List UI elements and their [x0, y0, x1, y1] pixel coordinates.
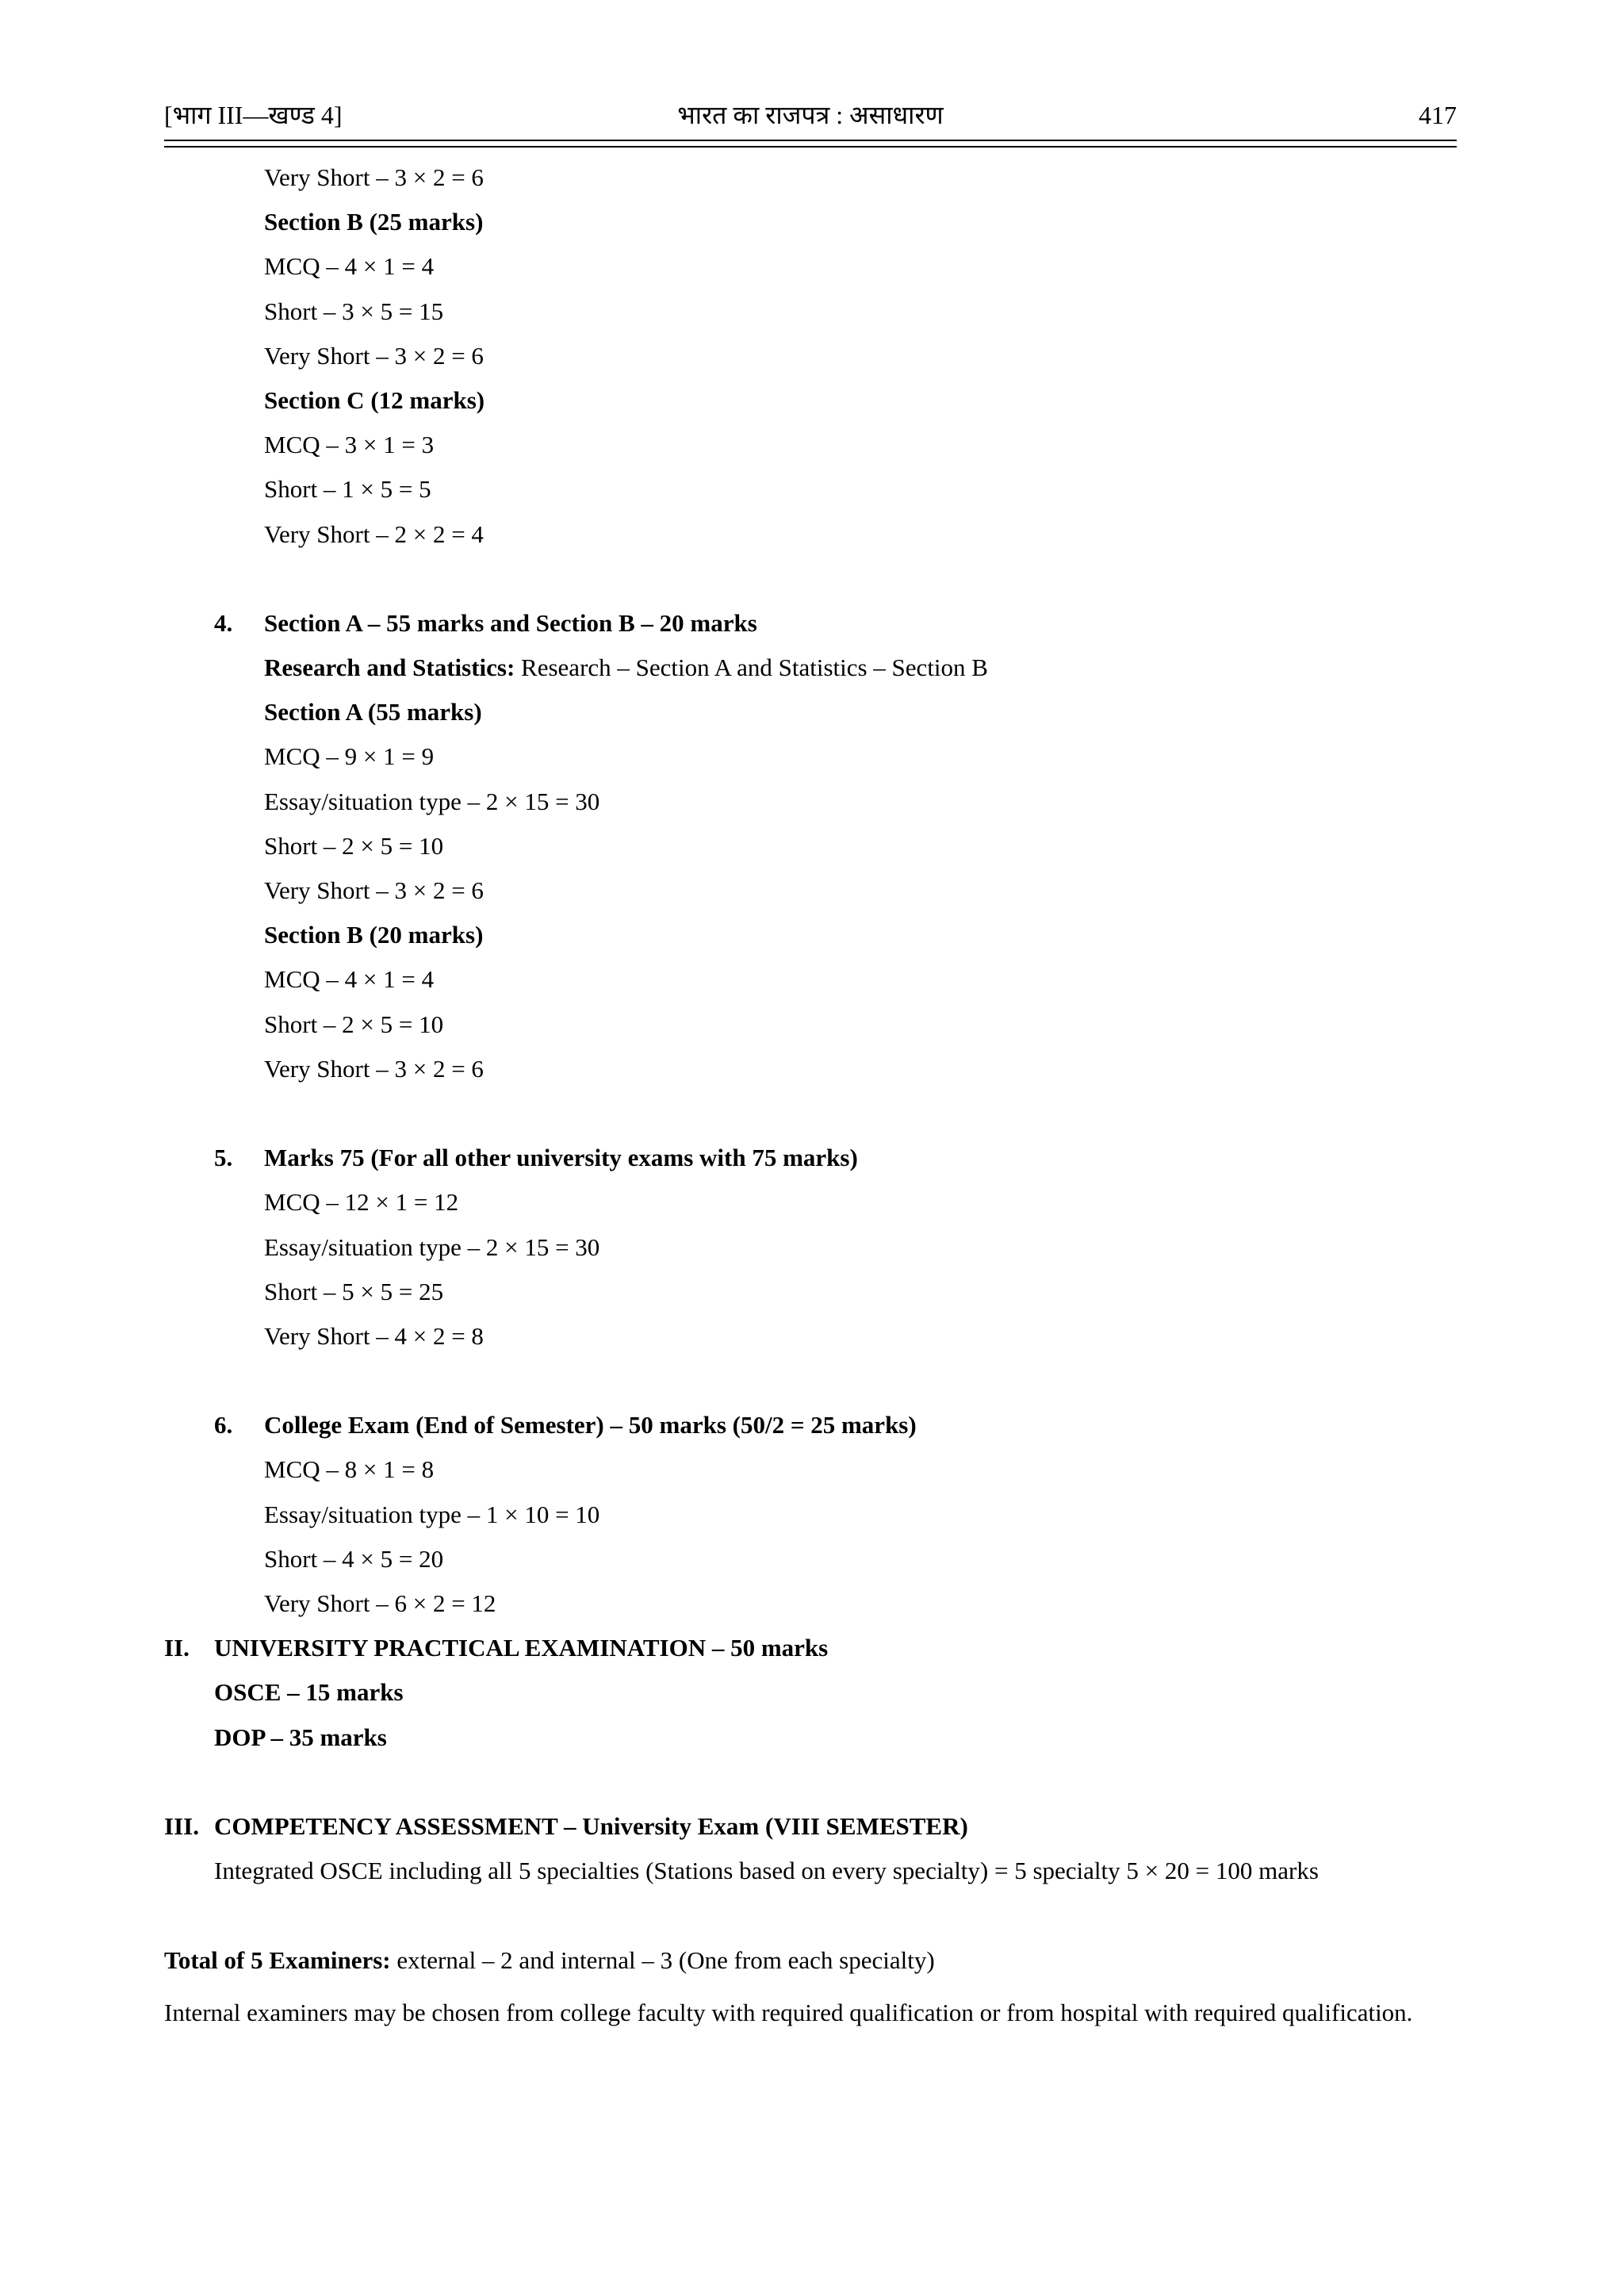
examiners-text: external – 2 and internal – 3 (One from each specialty): [390, 1945, 935, 1974]
item-6-heading: [164, 1410, 1473, 1455]
section-b-heading: Section B (25 marks): [264, 208, 484, 236]
header-part-section: [भाग III—खण्ड 4]: [164, 101, 343, 129]
very-short-line: Very Short – 3 × 2 = 6: [264, 1054, 484, 1083]
item-5-title: Marks 75 (For all other university exams with 75 marks): [264, 1144, 858, 1172]
mcq-line: MCQ – 12 × 1 = 12: [264, 1188, 459, 1217]
section-2-title: UNIVERSITY PRACTICAL EXAMINATION – 50 marks: [214, 1634, 829, 1662]
section-a-heading: Section A (55 marks): [264, 698, 482, 726]
essay-line: Essay/situation type – 1 × 10 = 10: [264, 1500, 600, 1528]
mcq-line: MCQ – 3 × 1 = 3: [264, 431, 435, 459]
research-statistics-label: Research and Statistics:: [264, 654, 515, 682]
short-line: Short – 5 × 5 = 25: [264, 1277, 444, 1305]
very-short-line: Very Short – 3 × 2 = 6: [264, 341, 484, 370]
short-line: Short – 2 × 5 = 10: [264, 1010, 444, 1038]
short-line: Short – 2 × 5 = 10: [264, 831, 444, 860]
item-4-number: 4.: [214, 608, 233, 637]
section-c-heading: Section C (12 marks): [264, 385, 485, 414]
section-2-heading: [164, 1633, 1473, 1677]
mcq-line: MCQ – 4 × 1 = 4: [264, 252, 435, 281]
very-short-line: Very Short – 4 × 2 = 8: [264, 1321, 484, 1350]
mcq-line: MCQ – 8 × 1 = 8: [264, 1455, 435, 1484]
header-gazette-title: भारत का राजपत्र : असाधारण: [677, 101, 944, 129]
short-line: Short – 4 × 5 = 20: [264, 1544, 444, 1573]
section-3-numeral: III.: [164, 1811, 199, 1840]
mcq-line: MCQ – 4 × 1 = 4: [264, 965, 435, 994]
very-short-line: Very Short – 3 × 2 = 6: [264, 876, 484, 904]
research-statistics-line: [164, 653, 1473, 697]
item-6-title: College Exam (End of Semester) – 50 marks (50/2 = 25 marks): [264, 1411, 917, 1439]
dop-line: DOP – 35 marks: [214, 1723, 387, 1751]
short-line: Short – 3 × 5 = 15: [264, 297, 444, 325]
spacer: [164, 1767, 1473, 1811]
item-5-number: 5.: [214, 1144, 233, 1172]
section-3-heading: [164, 1811, 1473, 1856]
very-short-line: Very Short – 2 × 2 = 4: [264, 519, 484, 548]
very-short-line: Very Short – 3 × 2 = 6: [264, 163, 484, 191]
section-2-numeral: II.: [164, 1634, 190, 1662]
examiners-line: [164, 1945, 1473, 1990]
mcq-line: MCQ – 9 × 1 = 9: [264, 742, 435, 771]
header-rule-bottom: [164, 146, 1457, 148]
header-rule-top: [164, 140, 1457, 141]
page-body: [164, 163, 1473, 2027]
essay-line: Essay/situation type – 2 × 15 = 30: [264, 1232, 600, 1261]
spacer: [164, 1900, 1473, 1945]
spacer: [164, 1366, 1473, 1410]
short-line: Short – 1 × 5 = 5: [264, 475, 431, 504]
item-4-title: Section A – 55 marks and Section B – 20 marks: [264, 608, 757, 637]
very-short-line: Very Short – 6 × 2 = 12: [264, 1589, 496, 1617]
research-statistics-text: Research – Section A and Statistics – Section B: [515, 654, 988, 682]
osce-line: OSCE – 15 marks: [214, 1678, 404, 1707]
item-4-heading: [164, 608, 1473, 653]
item-6-number: 6.: [214, 1411, 233, 1439]
section-b-heading: Section B (20 marks): [264, 921, 484, 949]
internal-examiners-note: Internal examiners may be chosen from college faculty with required qualification or from hospital with required qualification.: [164, 1998, 1413, 2026]
spacer: [164, 564, 1473, 608]
page-number: 417: [1419, 101, 1457, 129]
page-header: [164, 100, 1457, 138]
section-3-title: COMPETENCY ASSESSMENT – University Exam (VIII SEMESTER): [214, 1811, 968, 1840]
essay-line: Essay/situation type – 2 × 15 = 30: [264, 787, 600, 815]
spacer: [164, 1098, 1473, 1143]
examiners-label: Total of 5 Examiners:: [164, 1945, 391, 1974]
item-5-heading: [164, 1143, 1473, 1187]
integrated-osce-line: Integrated OSCE including all 5 specialties (Stations based on every specialty) = 5 specialty 5 × 20 = 100 marks: [214, 1857, 1319, 1885]
